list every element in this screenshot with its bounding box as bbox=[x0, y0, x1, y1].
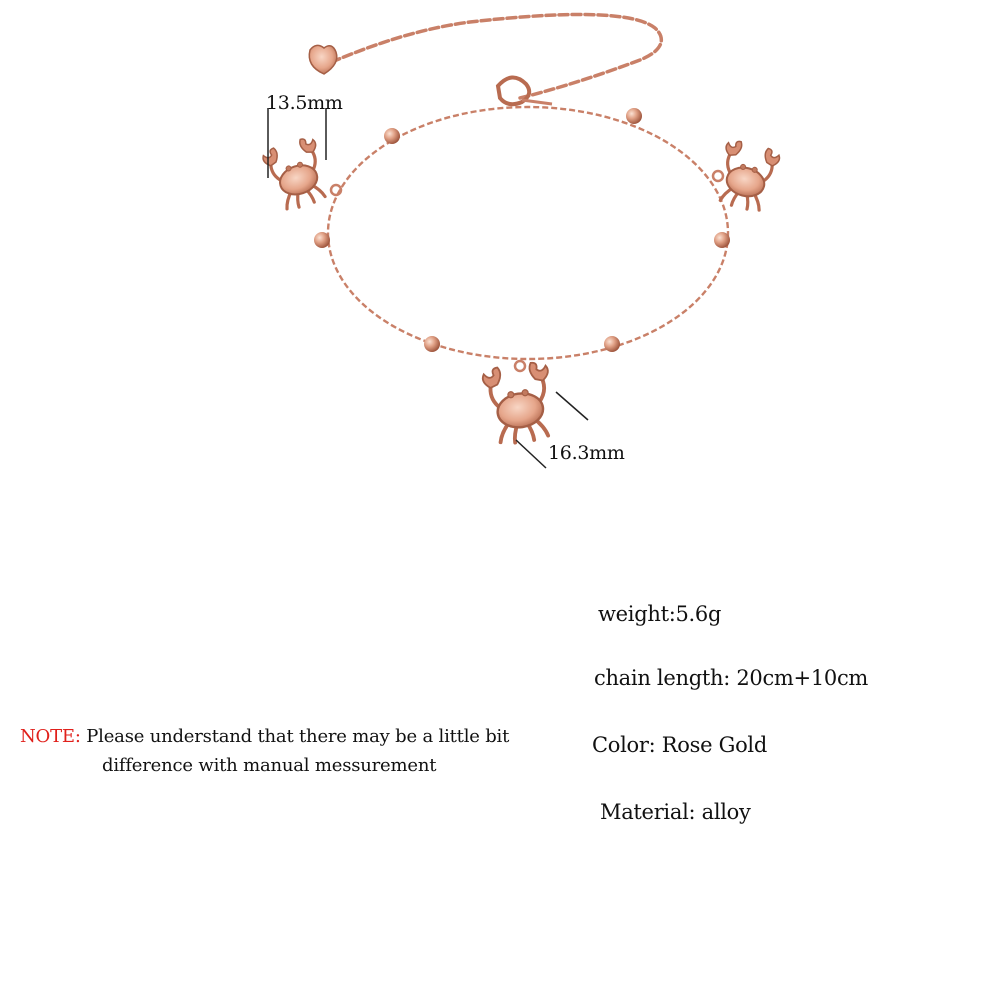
note-label: NOTE: bbox=[20, 726, 81, 747]
charm-jumprings bbox=[331, 171, 723, 371]
large-charm-dimension: 16.3mm bbox=[548, 442, 625, 464]
crab-charm-left bbox=[261, 135, 333, 213]
small-charm-dimension: 13.5mm bbox=[266, 92, 343, 114]
crab-charm-center bbox=[482, 361, 558, 446]
spec-chain-length: chain length: 20cm+10cm bbox=[594, 666, 869, 690]
chain-tag bbox=[309, 45, 337, 74]
main-chain bbox=[328, 107, 728, 359]
spec-color: Color: Rose Gold bbox=[592, 733, 767, 757]
note-line-1 bbox=[20, 726, 540, 747]
note-text-1: Please understand that there may be a little bit bbox=[80, 726, 510, 747]
note-line-2: difference with manual messurement bbox=[102, 755, 437, 776]
extension-chain bbox=[322, 15, 661, 99]
spec-material: Material: alloy bbox=[600, 800, 751, 824]
spec-weight: weight:5.6g bbox=[598, 602, 722, 626]
measurement-note bbox=[20, 726, 540, 776]
